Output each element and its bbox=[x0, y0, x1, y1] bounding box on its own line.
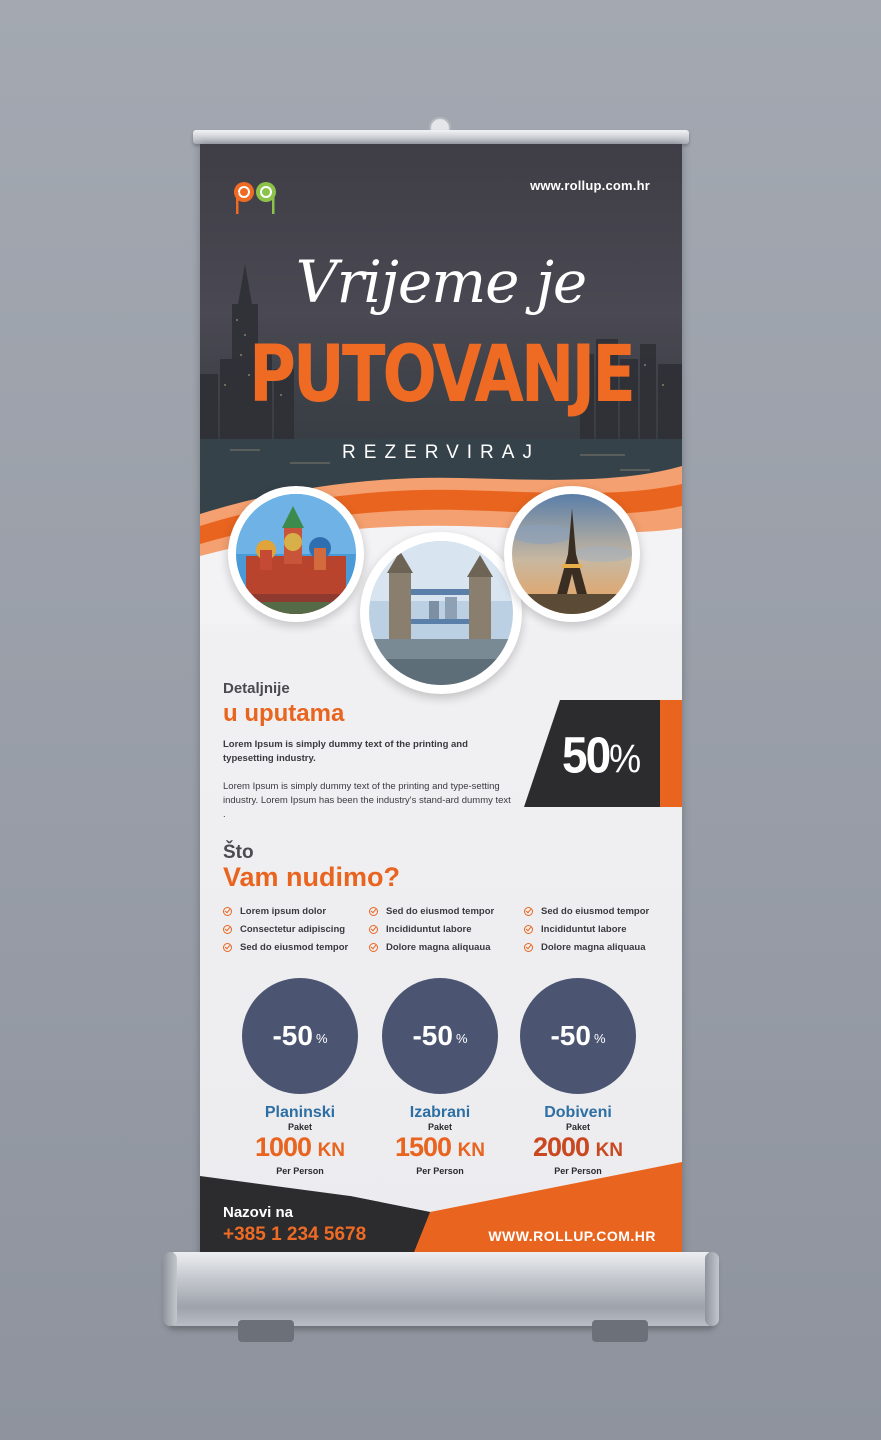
stand-base bbox=[165, 1252, 717, 1326]
offer-heading-orange: Vam nudimo? bbox=[223, 862, 401, 892]
check-icon bbox=[223, 925, 232, 934]
rp-logo-icon bbox=[230, 180, 280, 216]
call-label: Nazovi na bbox=[223, 1204, 294, 1221]
moscow-cathedral-photo bbox=[228, 486, 364, 622]
feature-item: Lorem ipsum dolor bbox=[223, 902, 348, 920]
check-icon bbox=[223, 943, 232, 952]
offer-heading-small: Što bbox=[223, 842, 254, 863]
check-icon bbox=[369, 943, 378, 952]
details-heading-small: Detaljnije bbox=[223, 680, 290, 697]
package-label: Paket bbox=[565, 1122, 591, 1132]
per-person-label: Per Person bbox=[416, 1166, 464, 1176]
package-price: 1500 KN bbox=[394, 1132, 486, 1162]
website-url-bottom: WWW.ROLLUP.COM.HR bbox=[488, 1228, 656, 1244]
top-rail bbox=[193, 130, 689, 144]
check-icon bbox=[524, 925, 533, 934]
phone-number: +385 1 234 5678 bbox=[223, 1224, 367, 1245]
headline-script: Vrijeme je bbox=[295, 248, 587, 316]
per-person-label: Per Person bbox=[554, 1166, 602, 1176]
package-name: Izabrani bbox=[409, 1104, 471, 1121]
website-url-top: www.rollup.com.hr bbox=[530, 178, 650, 193]
feature-item: Incididuntut labore bbox=[369, 920, 494, 938]
offer-value: 50 bbox=[562, 726, 610, 784]
details-paragraph: Lorem Ipsum is simply dummy text of the printing and type-setting industry. Lorem Ipsum has been the industry's stand-ard dummy text . bbox=[223, 781, 511, 820]
check-icon bbox=[369, 925, 378, 934]
discount-circle: -50 % bbox=[520, 978, 636, 1094]
details-paragraph-bold: Lorem Ipsum is simply dummy text of the printing and typesetting industry. bbox=[223, 739, 468, 764]
rollup-banner bbox=[200, 144, 682, 1262]
headline-sub: REZERVIRAJ bbox=[342, 442, 540, 463]
feature-item: Dolore magna aliquaua bbox=[369, 938, 494, 956]
feature-list-column-2 bbox=[369, 902, 494, 956]
discount-circle: -50 % bbox=[382, 978, 498, 1094]
feature-item: Consectetur adipiscing bbox=[223, 920, 348, 938]
package-name: Planinski bbox=[264, 1104, 336, 1121]
check-icon bbox=[223, 907, 232, 916]
discount-circle: -50 % bbox=[242, 978, 358, 1094]
stand-foot-left bbox=[238, 1320, 294, 1342]
package-label: Paket bbox=[287, 1122, 313, 1132]
eiffel-tower-photo bbox=[504, 486, 640, 622]
package-label: Paket bbox=[427, 1122, 453, 1132]
offer-percent: % bbox=[609, 736, 640, 782]
check-icon bbox=[369, 907, 378, 916]
discount-offer-text bbox=[562, 725, 662, 784]
package-card-dobiveni bbox=[508, 978, 648, 1176]
package-price: 2000 KN bbox=[532, 1132, 624, 1162]
package-name: Dobiveni bbox=[544, 1104, 612, 1121]
feature-item: Sed do eiusmod tempor bbox=[524, 902, 649, 920]
feature-item: Sed do eiusmod tempor bbox=[369, 902, 494, 920]
tower-bridge-photo bbox=[360, 532, 522, 694]
headline-main: PUTOVANJE bbox=[248, 330, 634, 421]
feature-list-column-1 bbox=[223, 902, 348, 956]
package-card-izabrani bbox=[370, 978, 510, 1176]
stand-base-cap-left bbox=[163, 1252, 177, 1326]
check-icon bbox=[524, 907, 533, 916]
feature-item: Sed do eiusmod tempor bbox=[223, 938, 348, 956]
stand-base-cap-right bbox=[705, 1252, 719, 1326]
package-price: 1000 KN bbox=[254, 1132, 346, 1162]
feature-list-column-3 bbox=[524, 902, 649, 956]
feature-item: Dolore magna aliquaua bbox=[524, 938, 649, 956]
package-card-planinski bbox=[230, 978, 370, 1176]
details-heading-orange: u uputama bbox=[223, 700, 345, 727]
check-icon bbox=[524, 943, 533, 952]
per-person-label: Per Person bbox=[276, 1166, 324, 1176]
stand-foot-right bbox=[592, 1320, 648, 1342]
feature-item: Incididuntut labore bbox=[524, 920, 649, 938]
